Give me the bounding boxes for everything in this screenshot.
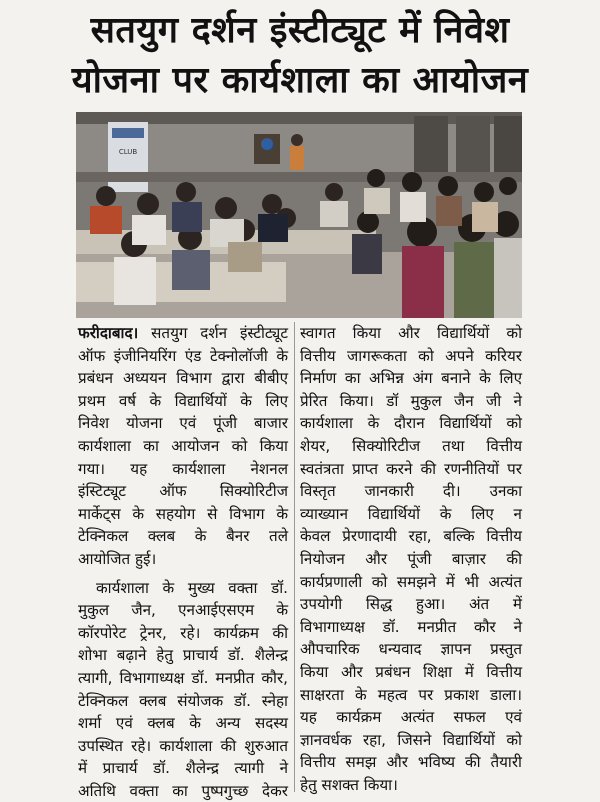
text-line: ज्ञानवर्धक रहा, जिसने विद्यार्थियों को bbox=[300, 730, 522, 749]
text-line: मार्केट्स के सहयोग से विभाग के bbox=[78, 504, 288, 523]
text-line: ऑफ इंजीनियरिंग एंड टेक्नोलॉजी के bbox=[78, 346, 288, 365]
text-line: व्याख्यान विद्यार्थियों के लिए न bbox=[300, 504, 522, 523]
classroom-photo-illustration bbox=[76, 112, 522, 318]
text-line: साक्षरता के महत्व पर प्रकाश डाला। bbox=[300, 685, 522, 704]
text-line: गया। यह कार्यशाला नेशनल bbox=[78, 459, 288, 478]
text-line bbox=[78, 322, 288, 345]
headline-line-2: योजना पर कार्यशाला का आयोजन bbox=[71, 60, 529, 101]
text-line: निवेश योजना एवं पूंजी बाजार bbox=[78, 414, 288, 433]
dateline: फरीदाबाद। bbox=[78, 324, 139, 342]
text-line: कॉरपोरेट ट्रेनर, रहे। कार्यक्रम की bbox=[78, 623, 288, 642]
text-line: टेक्निकल क्लब संयोजक डॉ. स्नेहा bbox=[78, 691, 288, 710]
text-line: कार्यशाला के दौरान विद्यार्थियों को bbox=[300, 414, 522, 433]
column-divider bbox=[294, 322, 295, 792]
text-line: आयोजित हुई। bbox=[78, 549, 157, 568]
text-line: यह कार्यक्रम अत्यंत सफल एवं bbox=[300, 708, 522, 727]
text-line: त्यागी, विभागाध्यक्ष डॉ. मनप्रीत कौर, bbox=[78, 668, 288, 687]
text-line: औपचारिक धन्यवाद ज्ञापन प्रस्तुत bbox=[300, 640, 522, 659]
text-line: मुकुल जैन, एनआईएसएम के bbox=[78, 601, 288, 620]
text-line-first: सतयुग दर्शन इंस्टीट्यूट bbox=[138, 324, 288, 342]
text-line: वित्तीय समझ और भविष्य की तैयारी bbox=[300, 753, 522, 772]
text-line: विस्तृत जानकारी दी। उनका bbox=[300, 482, 522, 501]
text-line: निर्माण का अभिन्न अंग बनाने के लिए bbox=[300, 369, 522, 388]
text-line: शर्मा एवं क्लब के अन्य सदस्य bbox=[78, 714, 288, 733]
text-line: केवल प्रेरणादायी रहा, बल्कि वित्तीय bbox=[300, 527, 522, 546]
paragraph-2 bbox=[78, 577, 288, 802]
text-line: इंस्टिट्यूट ऑफ सिक्योरिटीज bbox=[78, 482, 288, 501]
text-line: हेतु सशक्त किया। bbox=[300, 775, 398, 794]
text-line: शोभा बढ़ाने हेतु प्राचार्य डॉ. शैलेन्द्र bbox=[78, 646, 288, 665]
banner-text: CLUB bbox=[118, 148, 138, 156]
text-line: स्वतंत्रता प्राप्त करने की रणनीतियों पर bbox=[300, 459, 522, 478]
headline bbox=[0, 0, 600, 112]
text-line: प्रेरित किया। डॉ मुकुल जैन जी ने bbox=[300, 391, 522, 410]
text-line: टेक्निकल क्लब के बैनर तले bbox=[78, 527, 288, 546]
text-line: वित्तीय जागरूकता को अपने करियर bbox=[300, 346, 522, 365]
text-line: किया और प्रबंधन शिक्षा में वित्तीय bbox=[300, 662, 522, 681]
text-line: नियोजन और पूंजी बाज़ार की bbox=[300, 549, 522, 568]
text-line: प्रथम वर्ष के विद्यार्थियों के लिए bbox=[78, 391, 288, 410]
headline-line-1: सतयुग दर्शन इंस्टीट्यूट में निवेश bbox=[90, 10, 510, 51]
article-column-1 bbox=[78, 322, 288, 802]
paragraph-1 bbox=[78, 322, 288, 571]
text-line: स्वागत किया और विद्यार्थियों को bbox=[300, 324, 522, 342]
text-line: प्रबंधन अध्ययन विभाग द्वारा बीबीए bbox=[78, 369, 288, 388]
text-line: उपयोगी सिद्ध हुआ। अंत में bbox=[300, 595, 522, 614]
text-line: उपस्थित रहे। कार्यशाला की शुरुआत bbox=[78, 736, 288, 755]
text-line: अतिथि वक्ता का पुष्पगुच्छ देकर bbox=[78, 781, 288, 800]
text-line: विभागाध्यक्ष डॉ. मनप्रीत कौर ने bbox=[300, 617, 522, 636]
text-line: कार्यशाला का आयोजन को किया bbox=[78, 436, 288, 455]
text-line: शेयर, सिक्योरिटीज तथा वित्तीय bbox=[300, 436, 522, 455]
article-column-2 bbox=[300, 322, 522, 796]
text-line: कार्यशाला के मुख्य वक्ता डॉ. bbox=[96, 578, 288, 597]
text-line: में प्राचार्य डॉ. शैलेन्द्र त्यागी ने bbox=[78, 759, 288, 778]
news-photo bbox=[76, 112, 522, 318]
text-line: कार्यप्रणाली को समझने में भी अत्यंत bbox=[300, 572, 522, 591]
paragraph-3 bbox=[300, 322, 522, 796]
